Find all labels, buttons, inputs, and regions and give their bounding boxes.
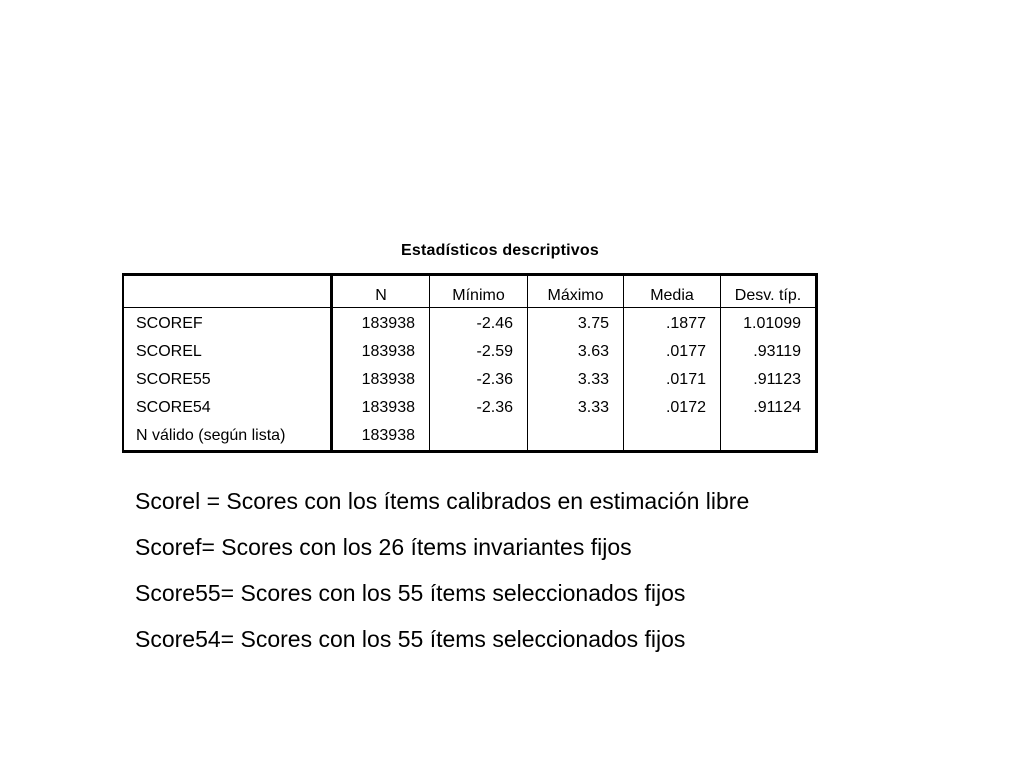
cell-min: -2.36 <box>430 394 528 422</box>
note-score54: Score54= Scores con los 55 ítems seleccionados fijos <box>135 626 686 652</box>
cell-n: 183938 <box>332 394 430 422</box>
row-label: N válido (según lista) <box>123 422 332 452</box>
notes-block <box>135 478 749 662</box>
row-label: SCOREF <box>123 308 332 339</box>
header-empty-cell <box>123 275 332 308</box>
note-scoref: Scoref= Scores con los 26 ítems invariantes fijos <box>135 534 632 560</box>
column-header-desv-tip: Desv. típ. <box>721 275 817 308</box>
cell-min: -2.46 <box>430 308 528 339</box>
cell-media: .1877 <box>624 308 721 339</box>
table-title: Estadísticos descriptivos <box>401 242 599 259</box>
row-label: SCORE54 <box>123 394 332 422</box>
row-label: SCOREL <box>123 338 332 366</box>
cell-desv: .91124 <box>753 399 801 416</box>
cell-media <box>624 422 721 452</box>
cell-max: 3.63 <box>528 338 624 366</box>
cell-desv <box>721 422 817 452</box>
table-row <box>123 394 817 422</box>
cell-media: .0172 <box>624 394 721 422</box>
cell-min <box>430 422 528 452</box>
table-row <box>123 308 817 339</box>
row-label: SCORE55 <box>123 366 332 394</box>
table-header-row <box>123 275 817 308</box>
cell-n: 183938 <box>332 422 430 452</box>
table-row <box>123 366 817 394</box>
note-scorel: Scorel = Scores con los ítems calibrados en estimación libre <box>135 488 750 514</box>
column-header-minimo: Mínimo <box>430 275 528 308</box>
column-header-maximo: Máximo <box>528 275 624 308</box>
descriptive-stats-table <box>122 273 818 453</box>
cell-min: -2.59 <box>430 338 528 366</box>
table-row <box>123 338 817 366</box>
cell-max: 3.33 <box>528 394 624 422</box>
cell-min: -2.36 <box>430 366 528 394</box>
column-header-n: N <box>332 275 430 308</box>
cell-media: .0177 <box>624 338 721 366</box>
cell-n: 183938 <box>332 308 430 339</box>
cell-max: 3.75 <box>528 308 624 339</box>
cell-max <box>528 422 624 452</box>
column-header-media: Media <box>624 275 721 308</box>
note-score55: Score55= Scores con los 55 ítems seleccionados fijos <box>135 580 686 606</box>
cell-max: 3.33 <box>528 366 624 394</box>
cell-desv: .91123 <box>753 371 801 388</box>
cell-n: 183938 <box>332 366 430 394</box>
cell-desv: .93119 <box>753 343 801 360</box>
cell-media: .0171 <box>624 366 721 394</box>
table-row-valid-n <box>123 422 817 452</box>
cell-n: 183938 <box>332 338 430 366</box>
cell-desv: 1.01099 <box>743 315 801 332</box>
